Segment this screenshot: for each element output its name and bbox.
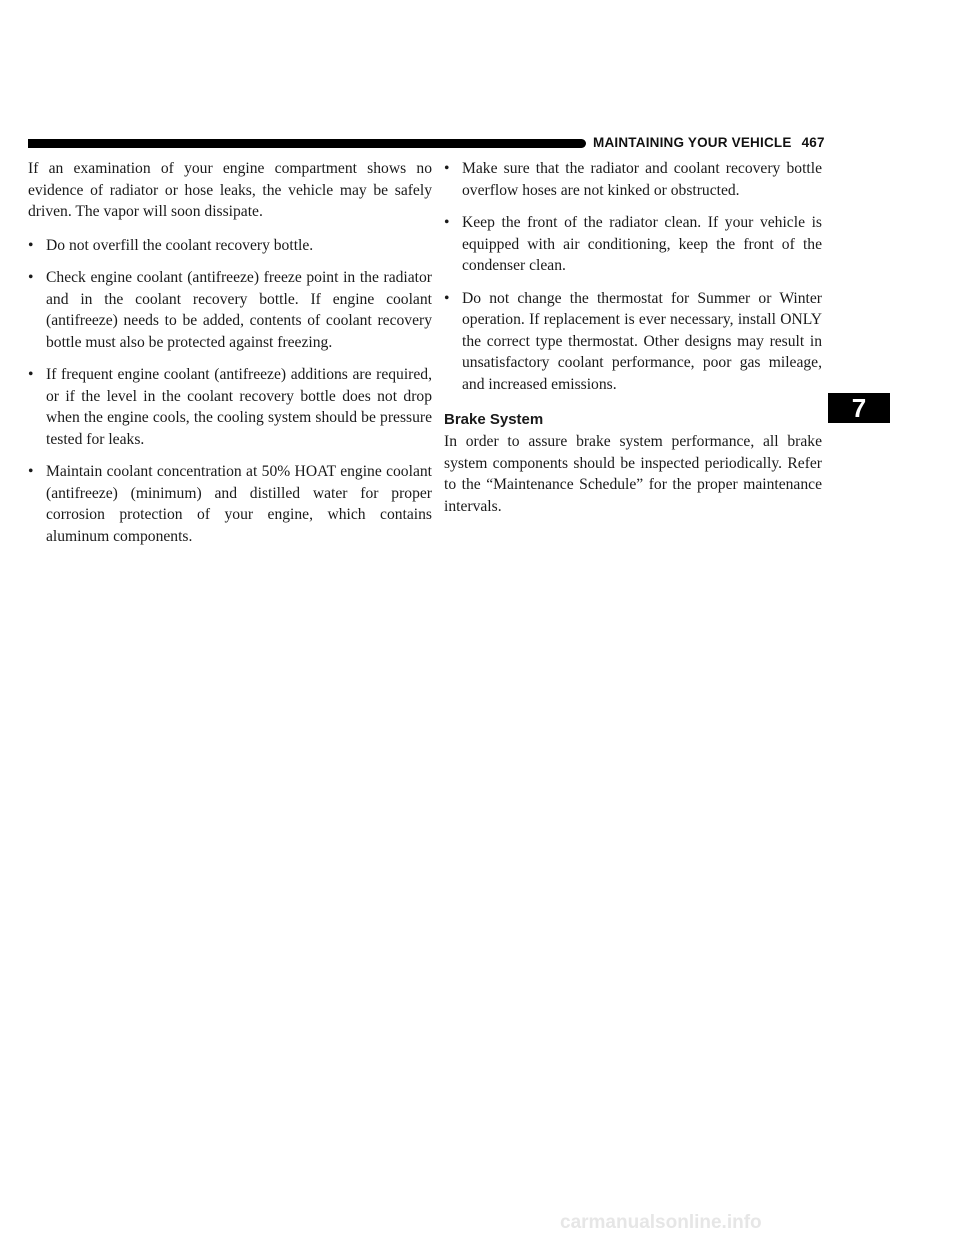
list-item-text: Maintain coolant concentration at 50% HOAT engine coolant (antifreeze) (minimum) and distilled water for proper corrosion protection of your engine, which contains aluminum components. xyxy=(46,463,432,545)
list-item xyxy=(444,158,822,201)
left-bullet-list xyxy=(28,235,432,548)
running-head-title: MAINTAINING YOUR VEHICLE xyxy=(593,135,792,150)
list-item xyxy=(444,212,822,277)
list-item-text: Make sure that the radiator and coolant recovery bottle overflow hoses are not kinked or obstructed. xyxy=(462,160,822,199)
list-item xyxy=(28,235,432,257)
list-item-text: Do not overfill the coolant recovery bottle. xyxy=(46,236,314,254)
bullet-glyph: • xyxy=(444,160,450,177)
list-item-text: Do not change the thermostat for Summer or Winter operation. If replacement is ever necessary, install ONLY the correct type thermostat. Other designs may result in unsatisfactory coolant performance, poor gas mileage, and increased emissions. xyxy=(462,289,822,393)
left-column xyxy=(28,158,432,558)
section-body: In order to assure brake system performance, all brake system components should be inspected periodically. Refer to the “Maintenance Schedule” for the proper maintenance intervals. xyxy=(444,433,822,515)
list-item-text: Check engine coolant (antifreeze) freeze point in the radiator and in the coolant recovery bottle. If engine coolant (antifreeze) needs to be added, contents of coolant recovery bottle must also be protected against freezing. xyxy=(46,269,432,351)
chapter-tab: 7 xyxy=(828,393,890,423)
header-rule xyxy=(28,139,586,148)
bullet-glyph: • xyxy=(28,269,34,286)
section-heading: Brake System xyxy=(444,411,544,428)
watermark: carmanualsonline.info xyxy=(560,1212,762,1233)
bullet-glyph: • xyxy=(444,289,450,307)
running-head xyxy=(593,135,825,150)
list-item xyxy=(28,267,432,353)
bullet-glyph: • xyxy=(28,236,34,254)
page-number: 467 xyxy=(801,135,825,150)
list-item xyxy=(444,288,822,396)
list-item xyxy=(28,461,432,547)
bullet-glyph: • xyxy=(28,463,34,480)
bullet-glyph: • xyxy=(28,366,34,383)
right-bullet-list xyxy=(444,158,822,395)
list-item-text: Keep the front of the radiator clean. If your vehicle is equipped with air conditioning, keep the front of the condenser clean. xyxy=(462,214,822,274)
list-item-text: If frequent engine coolant (antifreeze) additions are required, or if the level in the coolant recovery bottle does not drop when the engine cools, the cooling system should be pressure tested for leaks. xyxy=(46,366,432,448)
list-item xyxy=(28,364,432,450)
bullet-glyph: • xyxy=(444,214,450,231)
right-column xyxy=(444,158,822,529)
intro-paragraph: If an examination of your engine compartment shows no evidence of radiator or hose leaks, the vehicle may be safely driven. The vapor will soon dissipate. xyxy=(28,160,432,220)
